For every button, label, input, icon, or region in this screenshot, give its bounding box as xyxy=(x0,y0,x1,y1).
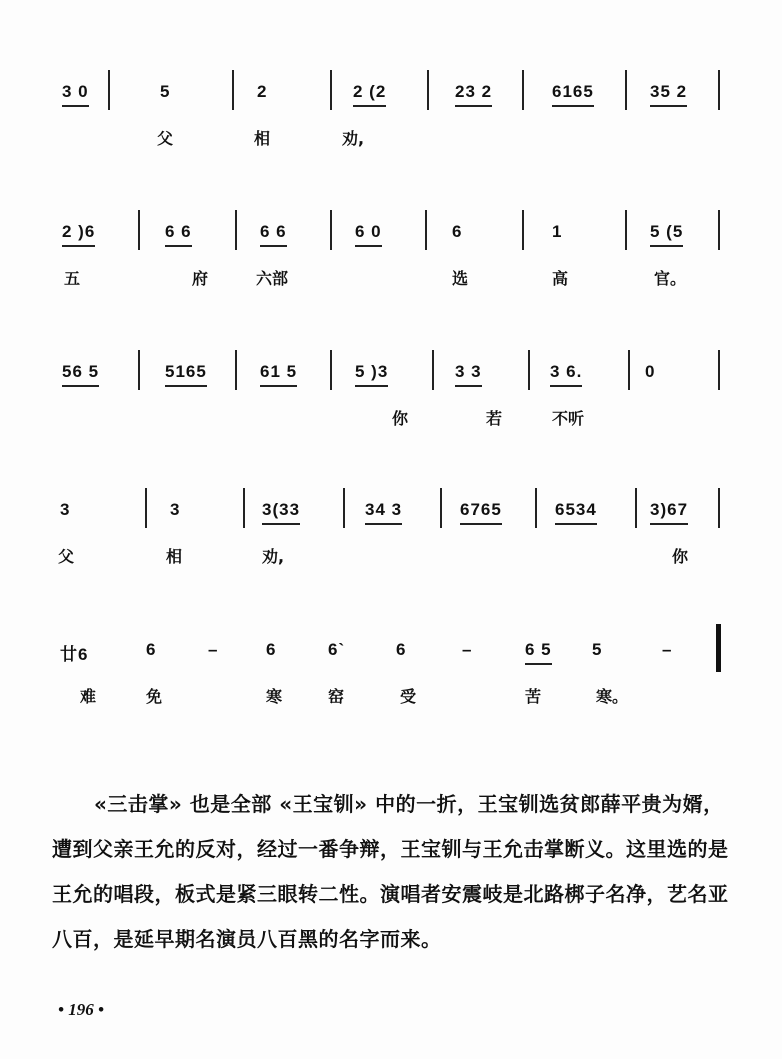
measure: 6 xyxy=(396,640,407,659)
barline xyxy=(343,488,345,528)
lyric: 难 xyxy=(80,687,97,706)
barline xyxy=(330,70,332,110)
measure: 6 xyxy=(266,640,277,659)
lyric: 不听 xyxy=(552,409,585,428)
barline xyxy=(108,70,110,110)
lyric: 窑 xyxy=(328,687,345,706)
lyric: 五 xyxy=(64,269,81,288)
barline xyxy=(243,488,245,528)
score-row-4 xyxy=(0,500,782,580)
measure: 5 xyxy=(592,640,603,659)
measure: 6 6 xyxy=(165,222,192,247)
measure: – xyxy=(208,640,219,659)
measure: 6 xyxy=(452,222,463,241)
lyric: 父 xyxy=(157,129,174,148)
lyric: 你 xyxy=(392,409,409,428)
barline xyxy=(235,210,237,250)
lyric: 高 xyxy=(552,269,569,288)
measure: 34 3 xyxy=(365,500,402,525)
barline xyxy=(718,210,720,250)
lyric: 寒。 xyxy=(596,687,629,706)
final-barline xyxy=(716,624,721,672)
measure: 3 3 xyxy=(455,362,482,387)
barline xyxy=(625,70,627,110)
barline xyxy=(432,350,434,390)
lyric: 你 xyxy=(672,547,689,566)
lyric: 官。 xyxy=(654,269,687,288)
lyric: 府 xyxy=(192,269,209,288)
measure: 5165 xyxy=(165,362,207,387)
measure: 6` xyxy=(328,640,346,659)
barline xyxy=(635,488,637,528)
lyric: 苦 xyxy=(525,687,542,706)
barline xyxy=(138,350,140,390)
barline xyxy=(440,488,442,528)
measure: 3)67 xyxy=(650,500,688,525)
barline xyxy=(138,210,140,250)
measure: 61 5 xyxy=(260,362,297,387)
measure: 3 6. xyxy=(550,362,582,387)
page-number: • 196 • xyxy=(58,1000,104,1019)
barline xyxy=(522,210,524,250)
barline xyxy=(522,70,524,110)
measure: 1 xyxy=(552,222,563,241)
measure: – xyxy=(662,640,673,659)
barline xyxy=(628,350,630,390)
score-row-1 xyxy=(0,82,782,162)
lyric: 免 xyxy=(146,687,163,706)
score-row-5 xyxy=(0,640,782,720)
barline xyxy=(718,350,720,390)
lyric: 相 xyxy=(254,129,271,148)
measure: 5 xyxy=(160,82,171,101)
score-row-3 xyxy=(0,362,782,442)
measure: 23 2 xyxy=(455,82,492,107)
measure: 35 2 xyxy=(650,82,687,107)
barline xyxy=(425,210,427,250)
measure: 6 xyxy=(146,640,157,659)
description-paragraph: «三击掌» 也是全部 «王宝钏» 中的一折，王宝钏选贫郎薛平贵为婿，遭到父亲王允的反对，经过一番争辩，王宝钏与王允击掌断义。这里选的是王允的唱段，板式是紧三眼转二性。演唱者安震岐是北路梆子名净，艺名亚八百，是延早期名演员八百黑的名字而来。 xyxy=(52,792,729,951)
measure: 6 0 xyxy=(355,222,382,247)
measure: 2 (2 xyxy=(353,82,386,107)
barline xyxy=(235,350,237,390)
lyric: 六部 xyxy=(256,269,289,288)
measure: 3 0 xyxy=(62,82,89,107)
measure: 6 5 xyxy=(525,640,552,665)
measure: 56 5 xyxy=(62,362,99,387)
measure: 3 xyxy=(60,500,71,519)
lyric: 劝, xyxy=(342,129,365,148)
measure: 3(33 xyxy=(262,500,300,525)
barline xyxy=(535,488,537,528)
barline xyxy=(528,350,530,390)
measure: 6534 xyxy=(555,500,597,525)
measure: 5 (5 xyxy=(650,222,683,247)
lyric: 劝, xyxy=(262,547,285,566)
measure: 5 )3 xyxy=(355,362,388,387)
measure: 3 xyxy=(170,500,181,519)
barline xyxy=(145,488,147,528)
barline xyxy=(330,350,332,390)
measure: 2 )6 xyxy=(62,222,95,247)
barline xyxy=(718,70,720,110)
lyric: 选 xyxy=(452,269,469,288)
score-row-2 xyxy=(0,222,782,302)
barline xyxy=(718,488,720,528)
barline xyxy=(330,210,332,250)
lyric: 父 xyxy=(58,547,75,566)
lyric: 受 xyxy=(400,687,417,706)
lyric: 相 xyxy=(166,547,183,566)
barline xyxy=(427,70,429,110)
lyric: 若 xyxy=(486,409,503,428)
measure: – xyxy=(462,640,473,659)
measure: 2 xyxy=(257,82,268,101)
measure: 廿6 xyxy=(60,645,89,664)
measure: 6765 xyxy=(460,500,502,525)
measure: 6 6 xyxy=(260,222,287,247)
barline xyxy=(232,70,234,110)
barline xyxy=(625,210,627,250)
measure: 6165 xyxy=(552,82,594,107)
measure: 0 xyxy=(645,362,656,381)
lyric: 寒 xyxy=(266,687,283,706)
